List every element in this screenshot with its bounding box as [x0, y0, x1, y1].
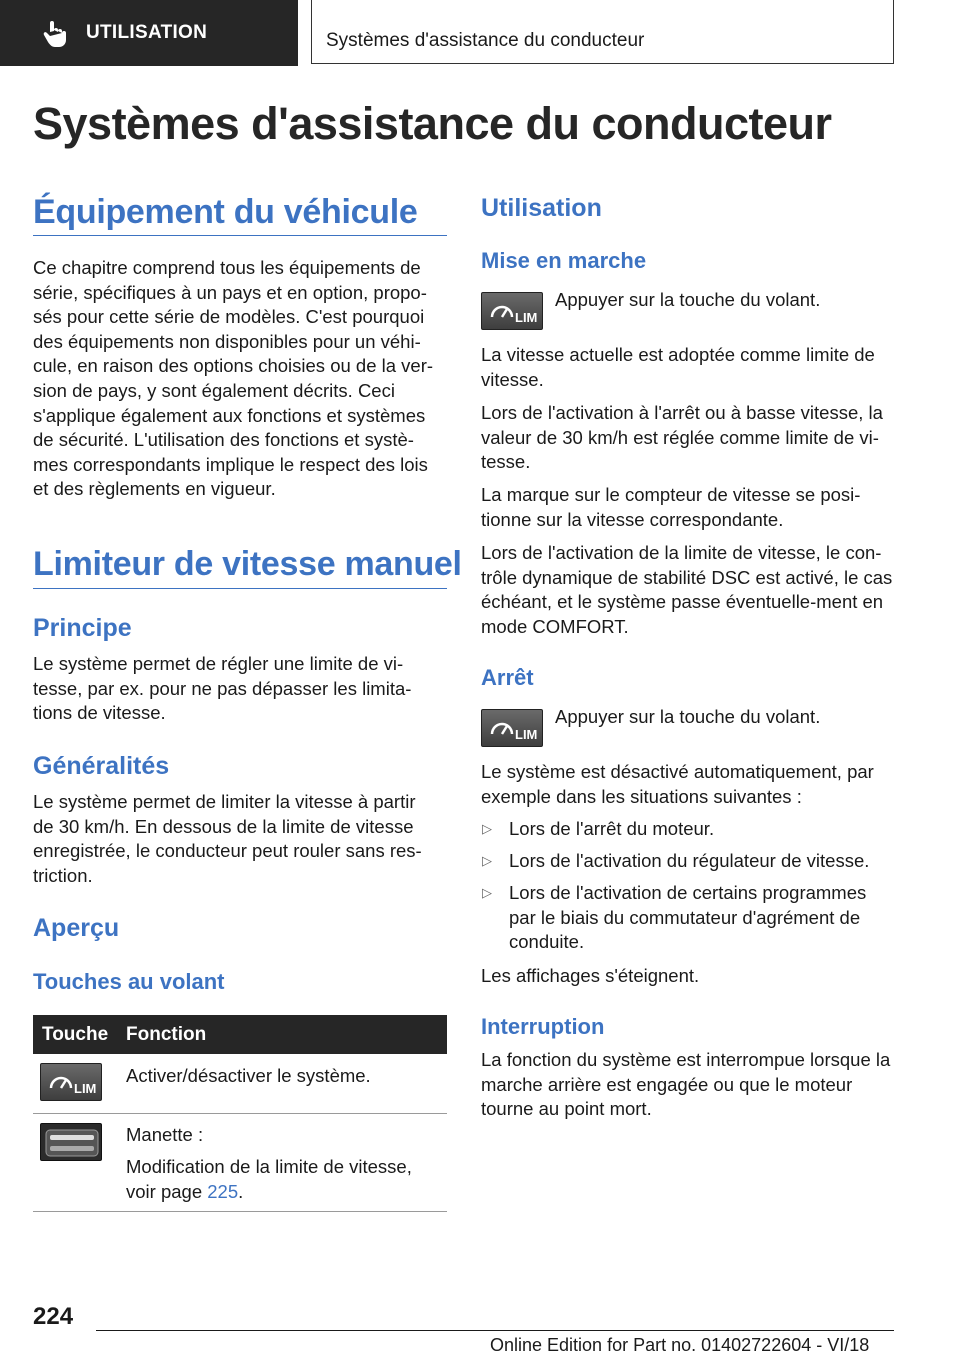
lim-button-icon	[40, 1063, 102, 1101]
heading-arret: Arrêt	[481, 665, 534, 690]
paragraph-m2: Lors de l'activation à l'arrêt ou à basse vitesse, la valeur de 30 km/h est réglée comme limite de vi-tesse.	[481, 402, 883, 473]
paragraph-interruption: La fonction du système est interrompue lorsque la marche arrière est engagée ou que le moteur tourne au point mort.	[481, 1049, 891, 1120]
svg-text:LIM: LIM	[74, 1081, 97, 1096]
paragraph-a1: Le système est désactivé automatiquement, par exemple dans les situations suivantes :	[481, 761, 874, 807]
heading-rule	[33, 235, 447, 236]
heading-limiteur: Limiteur de vitesse manuel	[33, 545, 462, 583]
paragraph-m1: La vitesse actuelle est adoptée comme limite de vitesse.	[481, 344, 875, 390]
page-number: 224	[33, 1303, 74, 1330]
chapter-tab[interactable]	[311, 0, 894, 64]
bullet-triangle-icon: ▷	[482, 853, 492, 868]
paragraph-appuyer-2: Appuyer sur la touche du volant.	[555, 706, 821, 727]
table-row-divider	[33, 1211, 447, 1212]
lim-button-icon	[481, 709, 543, 747]
chapter-label: Systèmes d'assistance du conducteur	[326, 30, 645, 51]
paragraph-principe: Le système permet de régler une limite de vi-tesse, par ex. pour ne pas dépasser les limita-tions de vitesse.	[33, 653, 412, 724]
heading-apercu: Aperçu	[33, 914, 120, 942]
heading-interruption: Interruption	[481, 1014, 605, 1039]
table-row1-function: Activer/désactiver le système.	[126, 1065, 371, 1086]
table-header	[33, 1015, 447, 1054]
bullet-triangle-icon: ▷	[482, 885, 492, 900]
rocker-switch-icon	[40, 1123, 102, 1161]
table-row2-function	[126, 1155, 436, 1204]
heading-equipement: Équipement du véhicule	[33, 193, 418, 231]
edition-text: Online Edition for Part no. 01402722604 - VI/18	[490, 1335, 870, 1355]
paragraph-m4: Lors de l'activation de la limite de vitesse, le con-trôle dynamique de stabilité DSC est activé, le cas échéant, et le système passe éventuelle-ment en mode COMFORT.	[481, 542, 893, 637]
heading-rule	[33, 588, 447, 589]
table-row2-label: Manette :	[126, 1124, 204, 1145]
table-row2-text: Modification de la limite de vitesse, voir page	[126, 1156, 412, 1202]
paragraph-equipement: Ce chapitre comprend tous les équipements de série, spécifiques à un pays et en option, propo-sés pour cette série de modèles. C'est pourquoi des équipements non disponibles pour un véhi-cule, en raison des options choisies ou de la ver-sion de pays, y sont également décrits. Ceci s'applique également aux fonctions et systèmes de sécurité. L'utilisation des fonctions et systè-mes correspondants implique le respect des lois et des règlements en vigueur.	[33, 257, 434, 500]
svg-text:LIM: LIM	[515, 310, 538, 325]
paragraph-appuyer-1: Appuyer sur la touche du volant.	[555, 289, 821, 310]
bullet-item: Lors de l'activation de certains programmes par le biais du commutateur d'agrément de conduite.	[509, 882, 867, 953]
column-header-fonction: Fonction	[126, 1024, 207, 1045]
bullet-triangle-icon: ▷	[482, 821, 492, 836]
heading-generalites: Généralités	[33, 752, 170, 780]
heading-utilisation: Utilisation	[481, 194, 602, 222]
footer-rule	[96, 1330, 894, 1331]
section-label: UTILISATION	[86, 22, 208, 43]
page-link-225[interactable]: 225	[207, 1180, 239, 1202]
heading-mise-en-marche: Mise en marche	[481, 248, 647, 273]
table-row2-period: .	[238, 1180, 244, 1202]
heading-principe: Principe	[33, 614, 132, 642]
page-title: Systèmes d'assistance du conducteur	[33, 98, 832, 149]
paragraph-generalites: Le système permet de limiter la vitesse à partir de 30 km/h. En dessous de la limite de vitesse enregistrée, le conducteur peut rouler sans res-triction.	[33, 791, 422, 886]
header-bar	[0, 0, 960, 66]
bullet-item: Lors de l'arrêt du moteur.	[509, 818, 715, 839]
paragraph-a2: Les affichages s'éteignent.	[481, 965, 700, 986]
paragraph-m3: La marque sur le compteur de vitesse se posi-tionne sur la vitesse correspondante.	[481, 484, 861, 530]
heading-touches: Touches au volant	[33, 969, 225, 994]
section-tab[interactable]	[0, 0, 298, 66]
svg-text:LIM: LIM	[515, 727, 538, 742]
bullet-item: Lors de l'activation du régulateur de vitesse.	[509, 850, 870, 871]
column-header-touche: Touche	[42, 1024, 109, 1045]
hand-touch-icon	[42, 18, 68, 48]
lim-button-icon	[481, 292, 543, 330]
table-row-divider	[33, 1113, 447, 1114]
